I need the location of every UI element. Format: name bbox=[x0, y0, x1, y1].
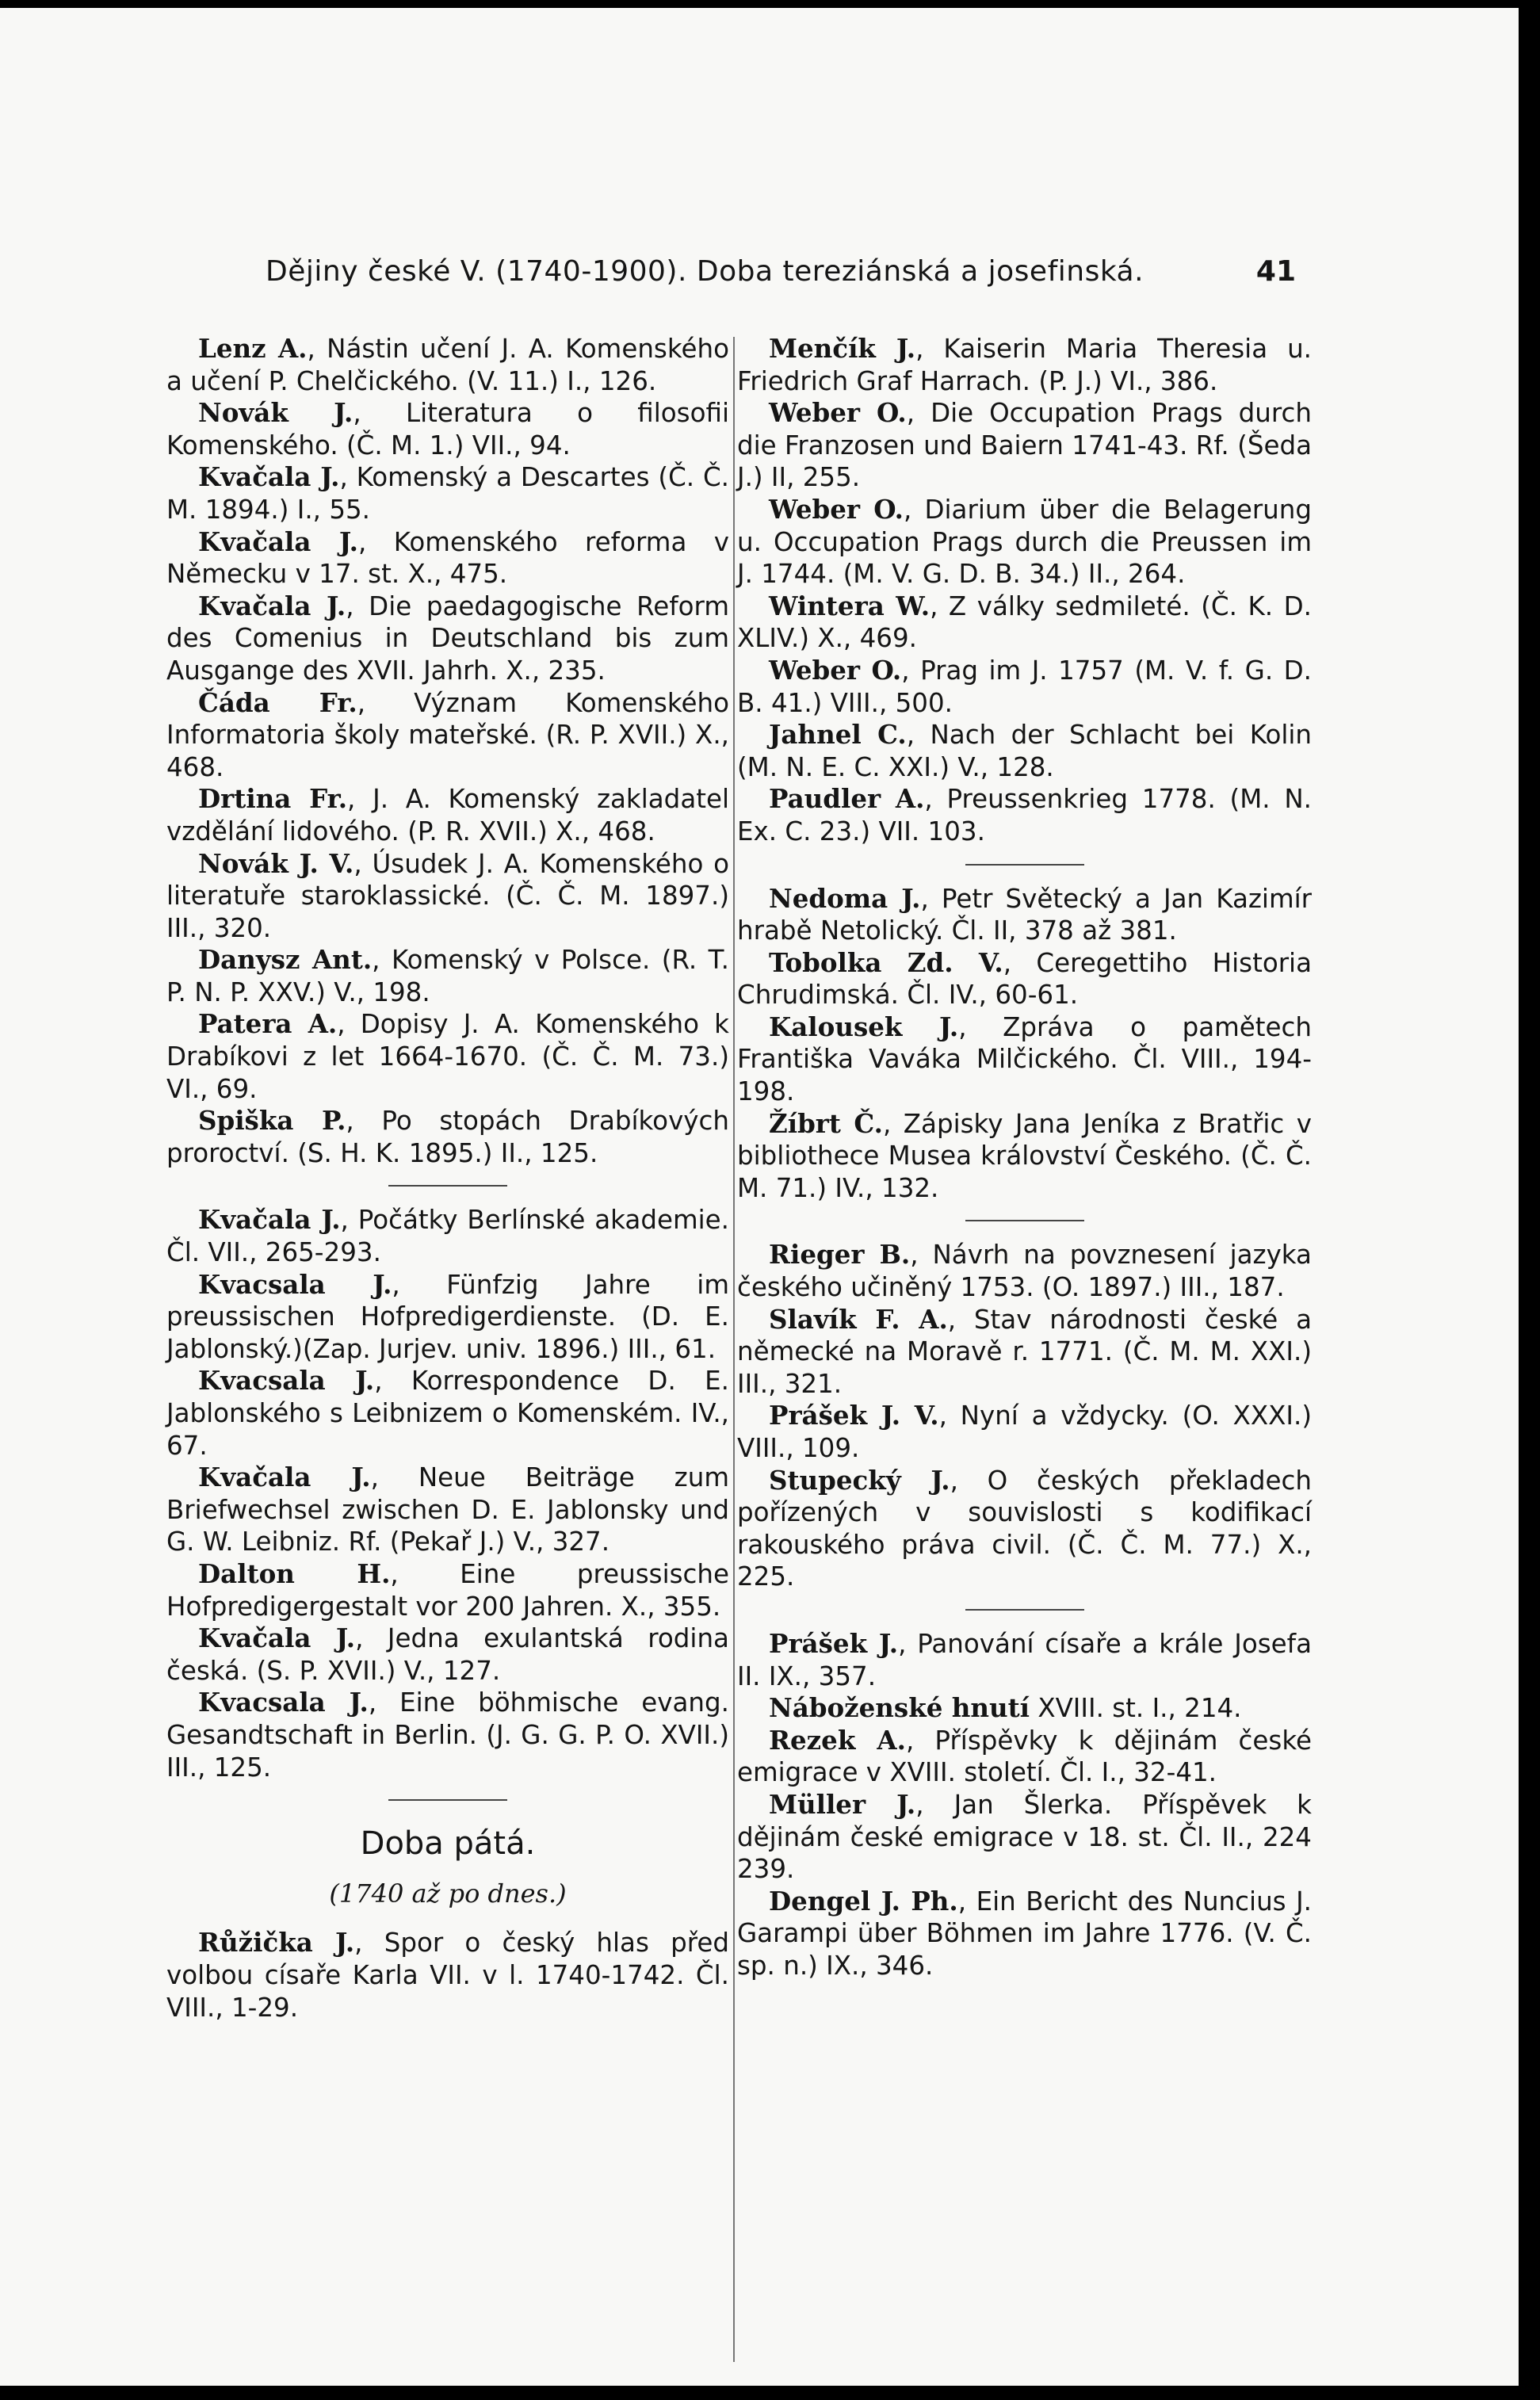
running-header bbox=[266, 255, 1296, 300]
section-separator bbox=[388, 1799, 507, 1801]
bib-entry: Lenz A., Nástin učení J. A. Komenského a učení P. Chelčického. (V. 11.) I., 126. bbox=[166, 333, 729, 396]
bib-entry: Kvačala J., Jedna exulantská rodina česká. (S. P. XVII.) V., 127. bbox=[166, 1622, 729, 1686]
bib-entry: Kvacsala J., Eine böhmische evang. Gesandtschaft in Berlin. (J. G. G. P. O. XVII.) III., 125. bbox=[166, 1687, 729, 1783]
bib-entry: Weber O., Prag im J. 1757 (M. V. f. G. D. B. 41.) VIII., 500. bbox=[737, 654, 1313, 718]
bib-entry: Menčík J., Kaiserin Maria Theresia u. Friedrich Graf Harrach. (P. J.) VI., 386. bbox=[737, 333, 1313, 396]
bib-entry: Prášek J., Panování císaře a krále Josefa II. IX., 357. bbox=[737, 1627, 1312, 1691]
bib-entry: Jahnel C., Nach der Schlacht bei Kolin (M. N. E. C. XXI.) V., 128. bbox=[737, 719, 1312, 782]
bib-entry: Slavík F. A., Stav národnosti české a německé na Moravě r. 1771. (Č. M. M. XXI.) III., 321. bbox=[737, 1303, 1312, 1399]
book-page bbox=[0, 8, 1519, 2386]
bib-entry: Kvacsala J., Fünfzig Jahre im preussischen Hofpredigerdienste. (D. E. Jablonský.)(Zap. Jurjev. univ. 1896.) III., 61. bbox=[166, 1268, 729, 1364]
bib-entry: Dalton H., Eine preussische Hofpredigergestalt vor 200 Jahren. X., 355. bbox=[166, 1557, 729, 1622]
bib-entry: Kvačala J., Počátky Berlínské akademie. Čl. VII., 265-293. bbox=[166, 1204, 729, 1268]
bib-entry: Weber O., Die Occupation Prags durch die Franzosen und Baiern 1741-43. Rf. (Šeda J.) II, 255. bbox=[737, 397, 1312, 493]
right-column bbox=[737, 333, 1312, 1982]
bib-entry: Čáda Fr., Význam Komenského Informatoria školy mateřské. (R. P. XVII.) X., 468. bbox=[166, 686, 729, 782]
bib-entry: Kvacsala J., Korrespondence D. E. Jablonského s Leibnizem o Komenském. IV., 67. bbox=[166, 1365, 729, 1461]
bib-entry: Drtina Fr., J. A. Komenský zakladatel vzdělání lidového. (P. R. XVII.) X., 468. bbox=[166, 783, 729, 846]
section-heading: Doba pátá. bbox=[360, 1825, 536, 1863]
bib-entry: Prášek J. V., Nyní a vždycky. (O. XXXI.) VIII., 109. bbox=[737, 1400, 1313, 1463]
bib-entry: Kvačala J., Komenského reforma v Německu v 17. st. X., 475. bbox=[166, 525, 729, 590]
bib-entry: Müller J., Jan Šlerka. Příspěvek k dějinám české emigrace v 18. st. Čl. II., 224 239. bbox=[737, 1788, 1312, 1885]
section-subheading: (1740 až po dnes.) bbox=[329, 1878, 567, 1909]
bib-entry: Weber O., Diarium über die Belagerung u. Occupation Prags durch die Preussen im J. 1744. (M. V. G. D. B. 34.) II., 264. bbox=[737, 493, 1313, 590]
bib-entry: Náboženské hnutí XVIII. st. I., 214. bbox=[769, 1692, 1242, 1724]
bib-entry: Danysz Ant., Komenský v Polsce. (R. T. P. N. P. XXV.) V., 198. bbox=[166, 944, 730, 1007]
bib-entry: Růžička J., Spor o český hlas před volbou císaře Karla VII. v l. 1740-1742. Čl. VIII., 1-29. bbox=[166, 1927, 729, 2023]
bib-entry: Rieger B., Návrh na povznesení jazyka českého učiněný 1753. (O. 1897.) III., 187. bbox=[737, 1239, 1312, 1303]
bib-entry: Novák J. V., Úsudek J. A. Komenského o literatuře staroklassické. (Č. Č. M. 1897.) III., 320. bbox=[166, 847, 729, 943]
bib-entry: Žíbrt Č., Zápisky Jana Jeníka z Bratřic v bibliothece Musea království Českého. (Č. Č. M. 71.) IV., 132. bbox=[737, 1107, 1312, 1203]
bib-entry: Novák J., Literatura o filosofii Komenského. (Č. M. 1.) VII., 94. bbox=[166, 397, 729, 461]
section-separator bbox=[965, 864, 1084, 866]
column-divider bbox=[733, 337, 735, 2362]
bib-entry: Tobolka Zd. V., Ceregettiho Historia Chrudimská. Čl. IV., 60-61. bbox=[737, 946, 1313, 1011]
bib-entry: Rezek A., Příspěvky k dějinám české emigrace v XVIII. století. Čl. I., 32-41. bbox=[737, 1724, 1312, 1788]
bib-entry: Kvačala J., Komenský a Descartes (Č. Č. M. 1894.) I., 55. bbox=[166, 461, 729, 525]
bib-entry: Nedoma J., Petr Světecký a Jan Kazimír hrabě Netolický. Čl. II, 378 až 381. bbox=[737, 882, 1312, 946]
bib-entry: Patera A., Dopisy J. A. Komenského k Drabíkovi z let 1664-1670. (Č. Č. M. 73.) VI., 69. bbox=[166, 1008, 729, 1104]
bib-entry: Kvačala J., Die paedagogische Reform des Comenius in Deutschland bis zum Ausgange des XVII. Jahrh. X., 235. bbox=[166, 590, 729, 686]
section-separator bbox=[388, 1185, 507, 1187]
bib-entry: Paudler A., Preussenkrieg 1778. (M. N. Ex. C. 23.) VII. 103. bbox=[737, 783, 1312, 846]
bib-entry: Stupecký J., O českých překladech pořízených v souvislosti s kodifikací rakouského práva civil. (Č. Č. M. 77.) X., 225. bbox=[737, 1464, 1312, 1592]
section-separator bbox=[965, 1609, 1084, 1611]
bib-entry: Dengel J. Ph., Ein Bericht des Nuncius J. Garampi über Böhmen im Jahre 1776. (V. Č. sp. n.) IX., 346. bbox=[737, 1885, 1313, 1981]
left-column bbox=[166, 333, 729, 2024]
section-separator bbox=[965, 1220, 1084, 1221]
bib-entry: Kalousek J., Zpráva o pamětech Františka Vaváka Milčického. Čl. VIII., 194-198. bbox=[737, 1011, 1312, 1107]
page-number: 41 bbox=[1255, 255, 1296, 288]
bib-entry: Kvačala J., Neue Beiträge zum Briefwechsel zwischen D. E. Jablonsky und G. W. Leibniz. Rf. (Pekař J.) V., 327. bbox=[166, 1462, 729, 1557]
bib-entry: Spiška P., Po stopách Drabíkových proroctví. (S. H. K. 1895.) II., 125. bbox=[166, 1105, 729, 1168]
bib-entry: Wintera W., Z války sedmileté. (Č. K. D. XLIV.) X., 469. bbox=[737, 590, 1313, 654]
running-title: Dějiny české V. (1740-1900). Doba tereziánská a josefinská. bbox=[266, 255, 1144, 288]
